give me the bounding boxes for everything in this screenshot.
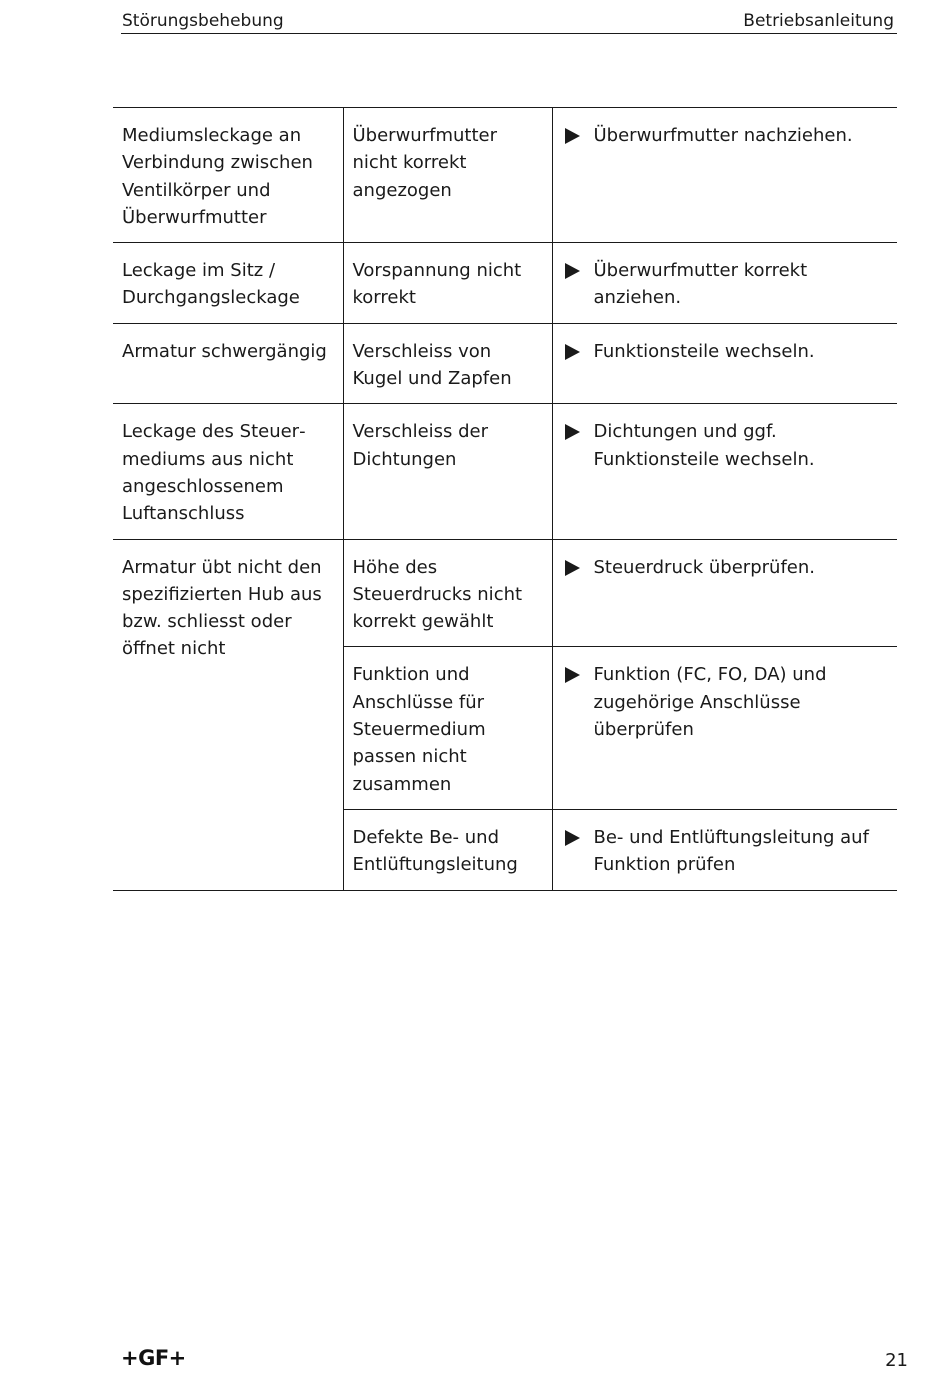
problem-cell: Mediumsleckage an Verbindung zwischen Ventilkörper und Überwurfmutter bbox=[113, 108, 343, 243]
arrow-right-icon bbox=[565, 128, 580, 144]
arrow-right-icon bbox=[565, 263, 580, 279]
arrow-right-icon bbox=[565, 667, 580, 683]
remedy-text: Steuerdruck überprüfen. bbox=[593, 556, 815, 578]
problem-cell: Leckage im Sitz / Durchgangsleckage bbox=[113, 243, 343, 324]
cause-cell: Defekte Be- und Entlüftungsleitung bbox=[343, 809, 552, 890]
cause-cell: Höhe des Steuerdrucks nicht korrekt gewählt bbox=[343, 539, 552, 647]
table-row bbox=[113, 243, 897, 324]
cause-cell: Vorspannung nicht korrekt bbox=[343, 243, 552, 324]
gf-logo: +GF+ bbox=[121, 1346, 186, 1370]
arrow-right-icon bbox=[565, 830, 580, 846]
remedy-text: Überwurfmutter nachziehen. bbox=[593, 125, 853, 146]
remedy-cell bbox=[552, 809, 897, 890]
remedy-text: Be- und Entlüftungsleitung auf Funktion prüfen bbox=[593, 826, 869, 876]
remedy-cell bbox=[552, 243, 897, 324]
cause-cell: Überwurfmutter nicht korrekt angezogen bbox=[343, 108, 552, 243]
table-row bbox=[113, 108, 897, 243]
document-title: Betriebsanleitung bbox=[743, 11, 894, 31]
remedy-cell bbox=[552, 539, 897, 647]
remedy-cell bbox=[552, 404, 897, 539]
remedy-cell bbox=[552, 647, 897, 809]
table-row bbox=[113, 539, 897, 647]
cause-cell: Funktion und Anschlüsse für Steuermedium passen nicht zusammen bbox=[343, 647, 552, 809]
remedy-text: Dichtungen und ggf. Funktionsteile wechseln. bbox=[593, 421, 815, 470]
arrow-right-icon bbox=[565, 424, 580, 440]
arrow-right-icon bbox=[565, 560, 580, 576]
cause-cell: Verschleiss der Dichtungen bbox=[343, 404, 552, 539]
cause-cell: Verschleiss von Kugel und Zapfen bbox=[343, 323, 552, 404]
page-number: 21 bbox=[885, 1350, 908, 1371]
remedy-text: Überwurfmutter korrekt anziehen. bbox=[593, 260, 808, 309]
page-header bbox=[121, 10, 897, 34]
table-row bbox=[113, 323, 897, 404]
remedy-cell bbox=[552, 108, 897, 243]
remedy-cell bbox=[552, 323, 897, 404]
section-title: Störungsbehebung bbox=[122, 11, 284, 31]
problem-cell: Leckage des Steuermediums aus nicht angeschlossenem Luftanschluss bbox=[113, 404, 343, 539]
remedy-text: Funktion (FC, FO, DA) und zugehörige Anschlüsse überprüfen bbox=[593, 664, 827, 741]
problem-cell: Armatur übt nicht den spezifizierten Hub aus bzw. schliesst oder öffnet nicht bbox=[113, 539, 343, 890]
arrow-right-icon bbox=[565, 344, 580, 360]
remedy-text: Funktionsteile wechseln. bbox=[593, 340, 815, 362]
troubleshooting-table bbox=[113, 107, 897, 891]
table-row bbox=[113, 404, 897, 539]
problem-cell: Armatur schwergängig bbox=[113, 323, 343, 404]
